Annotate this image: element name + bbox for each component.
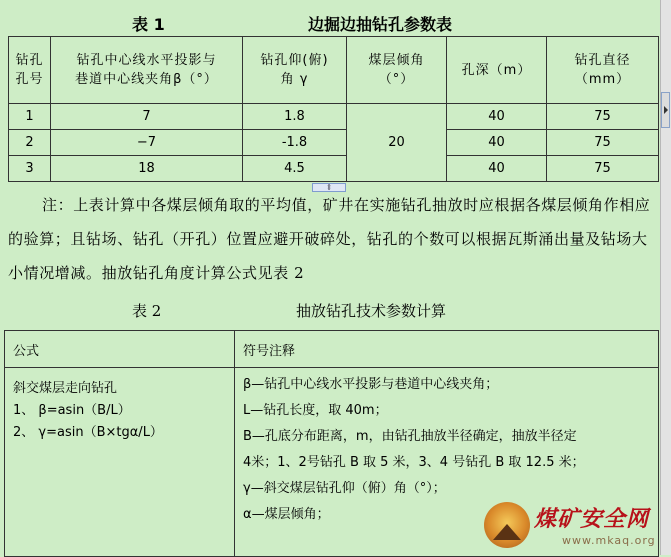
header-depth: 孔深（m）: [447, 37, 547, 104]
watermark-url: www.mkaq.org: [562, 534, 656, 547]
cell-diameter: 75: [547, 130, 659, 156]
cell-depth: 40: [447, 156, 547, 182]
symbol-line: β—钻孔中心线水平投影与巷道中心线夹角；: [243, 377, 499, 392]
header-formula: 公式: [5, 331, 235, 368]
cell-depth: 40: [447, 130, 547, 156]
table1-title: 边掘边抽钻孔参数表: [308, 15, 453, 34]
table2-title: 抽放钻孔技术参数计算: [296, 302, 447, 320]
symbol-line: 4米；1、2号钻孔 B 取 5 米，3、4 号钻孔 B 取 12.5 米；: [243, 455, 585, 470]
formula-line: 斜交煤层走向钻孔: [13, 381, 118, 396]
cell-beta: −7: [51, 130, 243, 156]
cell-coal-dip: 20: [347, 104, 447, 182]
table-header-row: [5, 331, 659, 368]
mine-logo-icon: [484, 502, 530, 548]
table1-label: 表 1: [132, 15, 165, 34]
cell-beta: 18: [51, 156, 243, 182]
table1-caption: [0, 12, 660, 36]
symbol-line: B—孔底分布距离，m，由钻孔抽放半径确定，抽放半径定: [243, 429, 577, 444]
note-paragraph: 注：上表计算中各煤层倾角取的平均值，矿井在实施钻孔抽放时应根据各煤层倾角作相应的验算；且钻场、钻孔（开孔）位置应避开破碎处，钻孔的个数可以根据瓦斯涌出量及钻场大小情况增减。抽放钻孔角度计算公式见表 2: [8, 196, 651, 282]
drilling-parameter-table: [8, 36, 659, 182]
cell-depth: 40: [447, 104, 547, 130]
header-symbols: 符号注释: [235, 331, 659, 368]
table-resize-handle[interactable]: ⇕: [312, 183, 346, 192]
watermark-logo: [482, 496, 660, 554]
cell-gamma: 1.8: [243, 104, 347, 130]
scroll-right-arrow-icon[interactable]: [661, 92, 670, 128]
cell-hole-no: 3: [9, 156, 51, 182]
header-coal-dip: 煤层倾角 （°）: [347, 37, 447, 104]
cell-diameter: 75: [547, 104, 659, 130]
cell-hole-no: 2: [9, 130, 51, 156]
cell-diameter: 75: [547, 156, 659, 182]
cell-hole-no: 1: [9, 104, 51, 130]
symbol-line: γ—斜交煤层钻孔仰（俯）角（°）；: [243, 481, 446, 496]
header-hole-no: 钻孔 孔号: [9, 37, 51, 104]
cell-gamma: -1.8: [243, 130, 347, 156]
formula-line: 1、 β=asin（B/L）: [13, 403, 131, 418]
header-gamma-angle: 钻孔仰(俯) 角 γ: [243, 37, 347, 104]
cell-beta: 7: [51, 104, 243, 130]
header-diameter: 钻孔直径 （mm）: [547, 37, 659, 104]
table-row: [9, 104, 659, 130]
formula-cell: [5, 368, 235, 557]
symbol-line: α—煤层倾角；: [243, 507, 330, 522]
symbol-line: L—钻孔长度，取 40m；: [243, 403, 388, 418]
table2-label: 表 2: [132, 302, 162, 320]
cell-gamma: 4.5: [243, 156, 347, 182]
table-row: [9, 156, 659, 182]
header-beta-angle: 钻孔中心线水平投影与 巷道中心线夹角β（°）: [51, 37, 243, 104]
vertical-scrollbar[interactable]: [660, 0, 671, 555]
formula-line: 2、 γ=asin（B×tgα/L）: [13, 425, 163, 440]
table2-caption: [0, 300, 660, 322]
table-header-row: [9, 37, 659, 104]
watermark-name: 煤矿安全网: [534, 506, 650, 532]
table-row: [9, 130, 659, 156]
